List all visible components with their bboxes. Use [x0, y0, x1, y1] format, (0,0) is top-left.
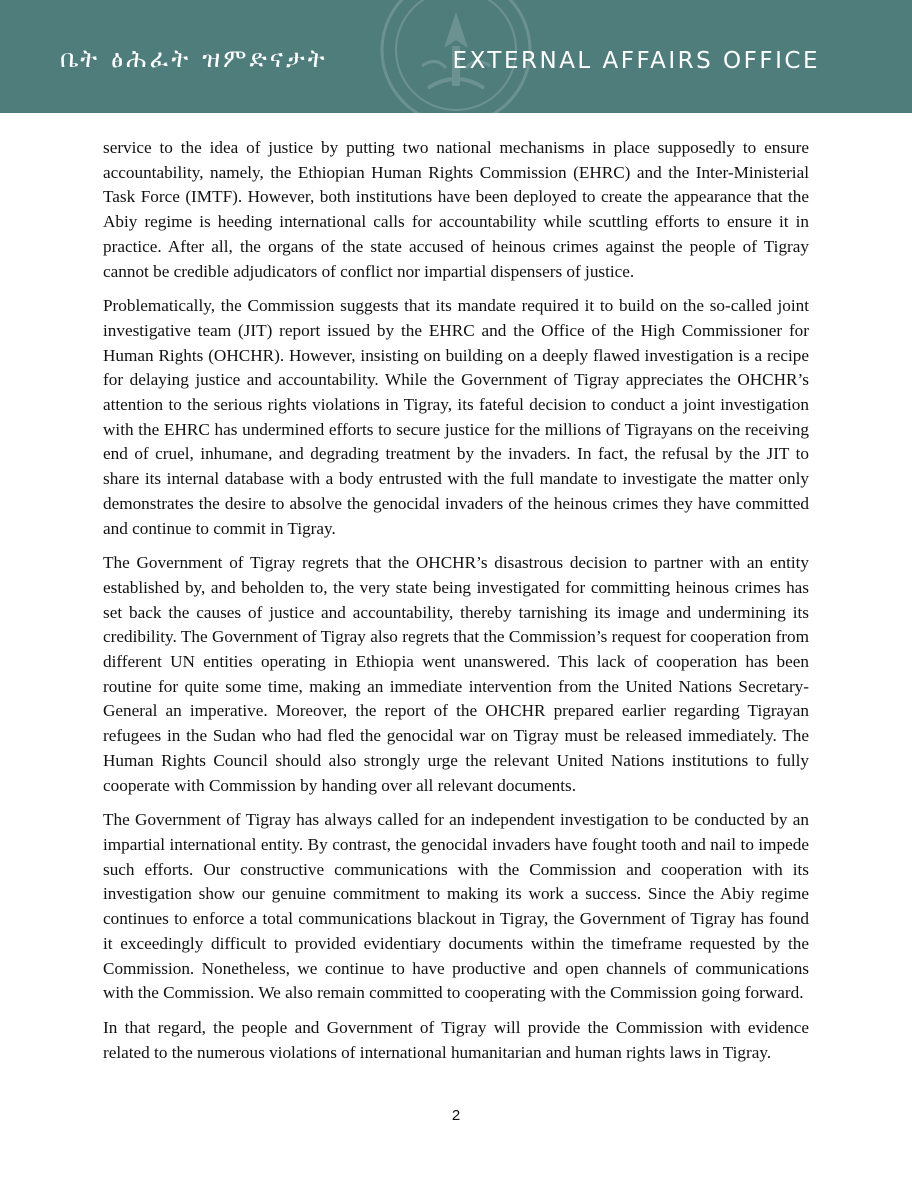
office-name-geez: ቤት ፅሕፈት ዝምድናታት	[60, 44, 328, 73]
body-paragraph: Problematically, the Commission suggests that its mandate required it to build on the so-called joint investigative team (JIT) report issued by the EHRC and the Office of the High Commissioner for Human Rights (OHCHR). However, insisting on building on a deeply flawed investigation is a recipe for delaying justice and accountability. While the Government of Tigray appreciates the OHCHR’s attention to the serious rights violations in Tigray, its fateful decision to conduct a joint investigation with the EHRC has undermined efforts to secure justice for the millions of Tigrayans on the receiving end of cruel, inhumane, and degrading treatment by the invaders. In fact, the refusal by the JIT to share its internal database with a body entrusted with the full mandate to investigate the matter only demonstrates the desire to absolve the genocidal invaders of the heinous crimes they have committed and continue to commit in Tigray.	[103, 296, 809, 538]
body-paragraph: In that regard, the people and Government of Tigray will provide the Commission with evidence related to the numerous violations of international humanitarian and human rights laws in Tigray.	[103, 1017, 809, 1062]
letterhead-banner	[0, 0, 912, 113]
body-paragraph: service to the idea of justice by putting two national mechanisms in place supposedly to ensure accountability, namely, the Ethiopian Human Rights Commission (EHRC) and the Inter-Ministerial Task Force (IMTF). However, both institutions have been deployed to create the appearance that the Abiy regime is heeding international calls for accountability while scuttling efforts to ensure it in practice. After all, the organs of the state accused of heinous crimes against the people of Tigray cannot be credible adjudicators of conflict nor impartial dispensers of justice.	[103, 138, 809, 281]
document-body	[103, 136, 809, 1075]
body-paragraph: The Government of Tigray regrets that the OHCHR’s disastrous decision to partner with an entity established by, and beholden to, the very state being investigated for committing heinous crimes has set back the causes of justice and accountability, thereby tarnishing its image and undermining its credibility. The Government of Tigray also regrets that the Commission’s request for cooperation from different UN entities operating in Ethiopia went unanswered. This lack of cooperation has been routine for quite some time, making an immediate intervention from the United Nations Secretary-General an imperative. Moreover, the report of the OHCHR prepared earlier regarding Tigrayan refugees in the Sudan who had fled the genocidal war on Tigray must be released immediately. The Human Rights Council should also strongly urge the relevant United Nations institutions to fully cooperate with Commission by handing over all relevant documents.	[103, 553, 809, 795]
office-name-english: EXTERNAL AFFAIRS OFFICE	[452, 48, 820, 74]
page-number: 2	[451, 1107, 461, 1124]
body-paragraph: The Government of Tigray has always called for an independent investigation to be conducted by an impartial international entity. By contrast, the genocidal invaders have fought tooth and nail to impede such efforts. Our constructive communications with the Commission and cooperation with its investigation show our genuine commitment to making its work a success. Since the Abiy regime continues to enforce a total communications blackout in Tigray, the Government of Tigray has found it exceedingly difficult to provided evidentiary documents within the timeframe requested by the Commission. Nonetheless, we continue to have productive and open channels of communications with the Commission. We also remain committed to cooperating with the Commission going forward.	[103, 810, 809, 1003]
